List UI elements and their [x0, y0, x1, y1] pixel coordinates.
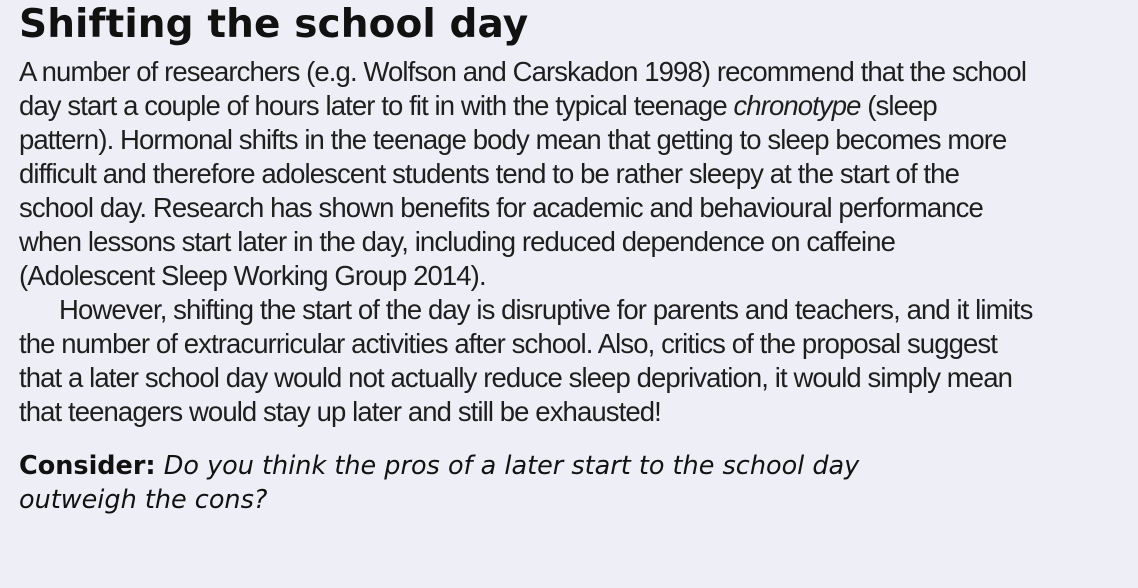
consider-question-part-1: Do you think the pros of a later start to the school day — [163, 451, 860, 481]
paragraph-1-line-6: when lessons start later in the day, including reduced dependence on caffeine — [19, 226, 896, 257]
paragraph-2-line-1: However, shifting the start of the day is disruptive for parents and teachers, and it limits — [59, 294, 1033, 325]
paragraph-1-line-5: school day. Research has shown benefits for academic and behavioural performance — [19, 192, 983, 223]
paragraph-2-line-2: the number of extracurricular activities after school. Also, critics of the proposal suggest — [19, 328, 997, 359]
section-title: Shifting the school day — [19, 2, 529, 47]
paragraph-1-line-2 — [19, 89, 1120, 123]
consider-label: Consider: — [19, 451, 156, 481]
paragraph-1-line-4: difficult and therefore adolescent students tend to be rather sleepy at the start of the — [19, 158, 959, 189]
consider-question-part-2: outweigh the cons? — [19, 485, 268, 515]
paragraph-1-line-1: A number of researchers (e.g. Wolfson and Carskadon 1998) recommend that the school — [19, 56, 1027, 87]
paragraph-2-line-3: that a later school day would not actually reduce sleep deprivation, it would simply mean — [19, 362, 1012, 393]
consider-prompt — [19, 449, 1120, 517]
paragraph-1 — [19, 55, 1120, 293]
paragraph-1-line-7: (Adolescent Sleep Working Group 2014). — [19, 260, 486, 291]
body-text — [19, 55, 1120, 429]
line-2-end: (sleep — [860, 90, 937, 121]
paragraph-2 — [19, 293, 1120, 429]
paragraph-2-line-4: that teenagers would stay up later and still be exhausted! — [19, 396, 661, 427]
chronotype-term: chronotype — [733, 90, 861, 121]
consider-line-1 — [19, 449, 1120, 483]
paragraph-1-line-3: pattern). Hormonal shifts in the teenage body mean that getting to sleep becomes more — [19, 124, 1007, 155]
line-2-start: day start a couple of hours later to fit in with the typical teenage — [19, 90, 734, 121]
